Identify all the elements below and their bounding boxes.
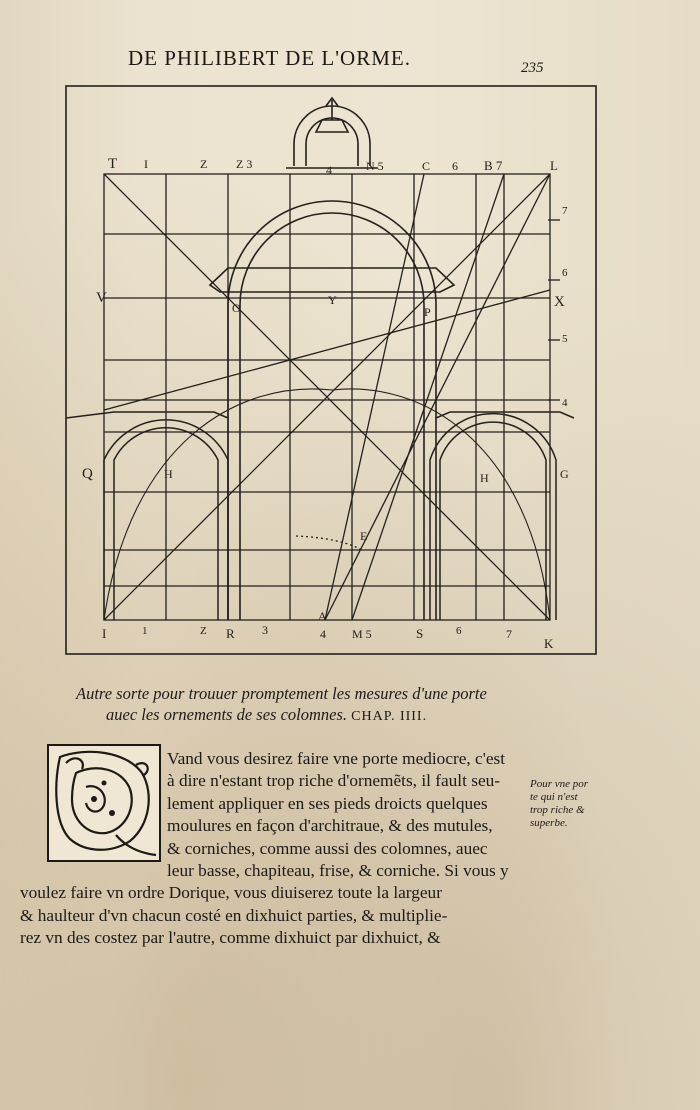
label-P: P [424, 305, 431, 319]
body-line-1: Vand vous desirez faire vne porte mediocre, c'est [167, 749, 506, 768]
body-line-5: & corniches, comme aussi des colomnes, auec [167, 838, 488, 858]
margin-note-line-1: Pour vne por [530, 778, 589, 790]
body-line-7: voulez faire vn ordre Dorique, vous diuiserez toute la largeur [20, 883, 442, 903]
label-z-top: Z [200, 157, 208, 171]
label-4-bottom: 4 [320, 627, 326, 641]
diagonals [104, 174, 550, 620]
chapter-number: CHAP. IIII. [351, 709, 428, 724]
figure-drawing [60, 80, 600, 660]
label-V: V [96, 290, 107, 306]
label-Y: Y [328, 293, 337, 307]
label-T: T [108, 156, 118, 172]
running-head: DE PHILIBERT DE L'ORME. [128, 46, 411, 70]
label-6-bottom: 6 [456, 625, 462, 637]
caption-line-2-text: auec les ornements de ses colomnes. [106, 705, 348, 724]
label-K: K [544, 636, 554, 651]
body-line-4: moulures en façon d'architraue, & des mutules, [167, 816, 493, 836]
label-6-top: 6 [452, 159, 458, 173]
label-S: S [416, 626, 424, 641]
label-i-bottom: I [102, 626, 107, 641]
label-i-top: I [144, 157, 148, 171]
label-z3-top: Z 3 [236, 157, 253, 171]
grid-horizontals [104, 234, 550, 586]
margin-note-line-2: te qui n'est [530, 791, 578, 803]
label-Q: Q [82, 466, 93, 482]
label-3-bottom: 3 [262, 623, 268, 637]
label-n5: N 5 [366, 159, 384, 173]
figure-caption [76, 683, 616, 727]
label-side-5: 5 [562, 333, 568, 345]
margin-note [530, 778, 610, 830]
label-B7: B 7 [484, 158, 503, 173]
body-line-6: leur basse, chapiteau, frise, & corniche. Si vous y [167, 861, 509, 881]
label-H-left: H [164, 467, 173, 481]
margin-note-line-3: trop riche & [530, 804, 585, 816]
label-side-4: 4 [562, 397, 568, 409]
label-A: A [318, 609, 327, 623]
caption-line-1: Autre sorte pour trouuer promptement les mesures d'une porte [76, 684, 487, 703]
label-O: O [232, 301, 241, 315]
label-E: E [360, 529, 368, 543]
side-doors [66, 412, 574, 620]
label-G: G [560, 467, 569, 481]
door-construction-figure [60, 80, 600, 660]
label-m5: M 5 [352, 627, 372, 641]
body-line-2: à dire n'estant trop riche d'ornemẽts, il fault seu- [167, 771, 501, 791]
label-X: X [554, 294, 565, 310]
grid-verticals [166, 174, 504, 620]
body-text [20, 748, 532, 950]
page-number: 235 [521, 60, 544, 76]
label-H-right: H [480, 471, 489, 485]
body-line-3: lement appliquer en ses pieds droicts quelques [167, 793, 488, 813]
body-line-8: & haulteur d'vn chacun costé en dixhuict parties, & multiplie- [20, 905, 448, 925]
label-side-6: 6 [562, 267, 568, 279]
caption-line-2 [76, 704, 616, 727]
central-door [210, 98, 454, 620]
label-1-bottom: 1 [142, 625, 148, 637]
label-L: L [550, 158, 558, 173]
label-side-7: 7 [562, 205, 568, 217]
margin-note-line-4: superbe. [530, 817, 568, 829]
body-line-9: rez vn des costez par l'autre, comme dixhuict par dixhuict, & [20, 928, 441, 948]
label-z-bottom: Z [200, 625, 207, 637]
label-C: C [422, 159, 431, 173]
label-4-top: 4 [326, 163, 332, 177]
label-R: R [226, 626, 235, 641]
label-7-bottom: 7 [506, 627, 512, 641]
